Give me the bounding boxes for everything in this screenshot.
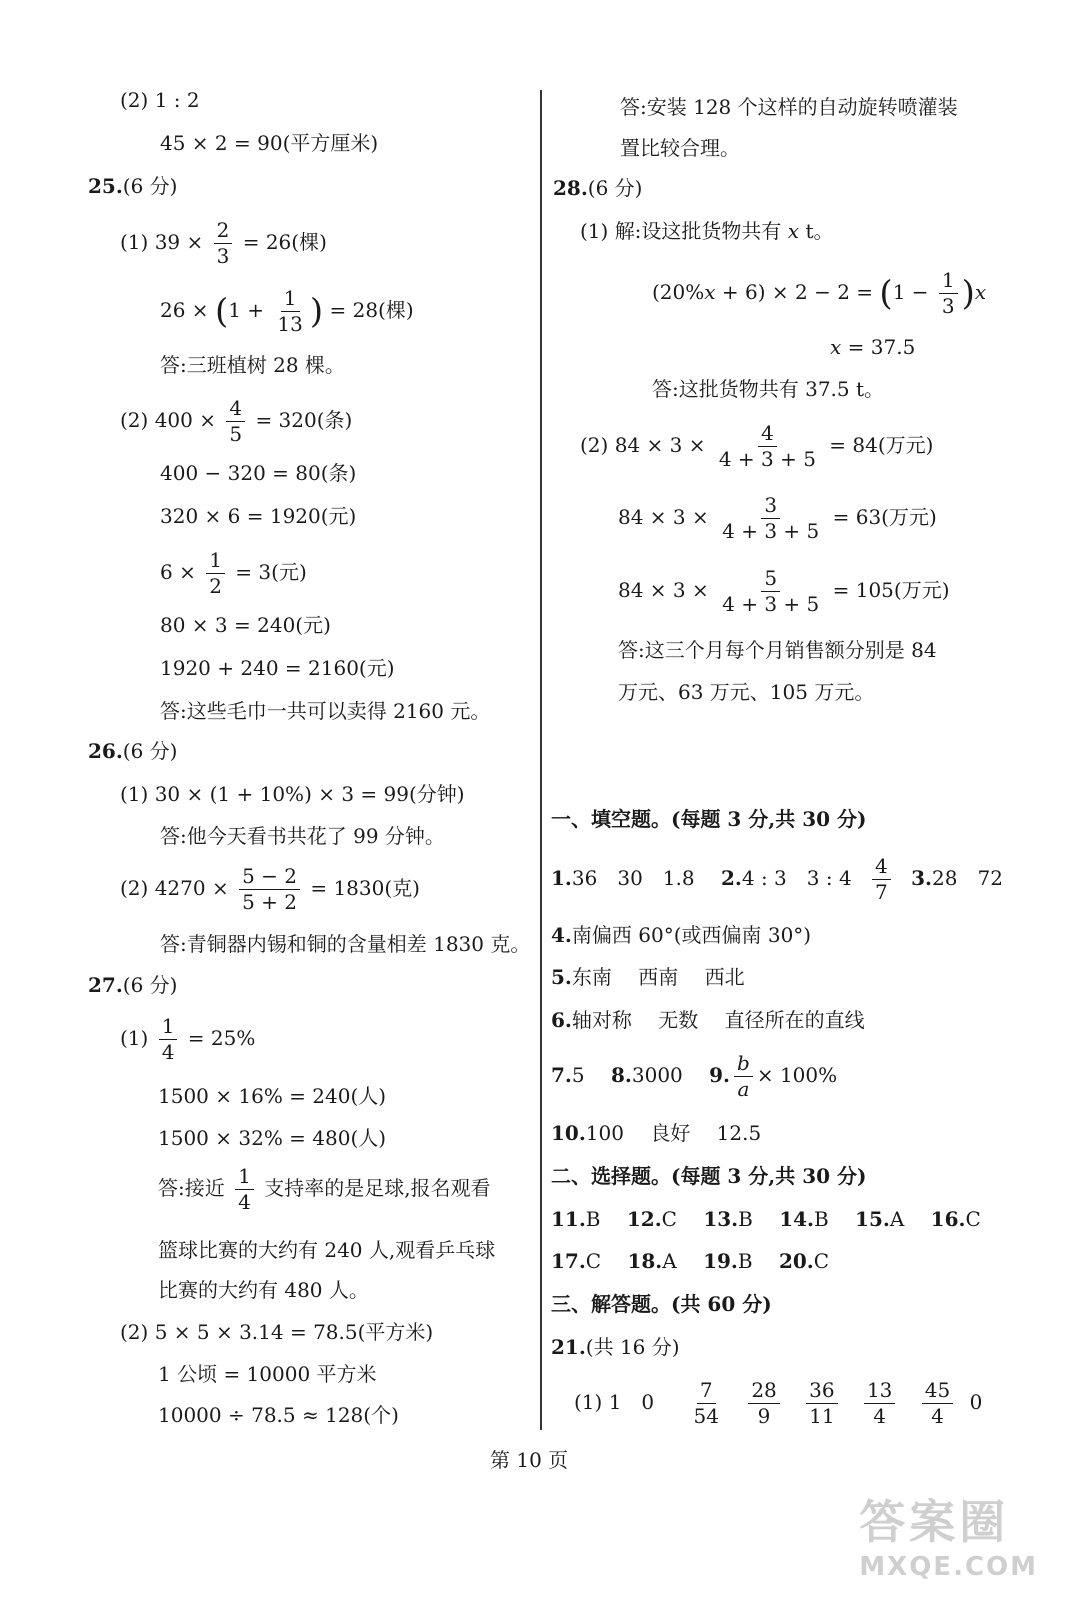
question-27-header: 27.(6 分) <box>88 973 178 997</box>
fraction: $\frac{4}{5}$ <box>226 398 245 445</box>
line-l05: 答:三班植树 28 棵。 <box>160 353 345 377</box>
line-r07: (2) 84 × 3 × $\frac{4}{4 + 3 + 5}$ = 84(万元) <box>580 421 934 471</box>
line-l12: 答:这些毛巾一共可以卖得 2160 元。 <box>160 699 491 723</box>
line-l08: 320 × 6 = 1920(元) <box>160 504 357 528</box>
line-l24: 1 公顷 = 10000 平方米 <box>158 1362 377 1386</box>
fraction: $\frac{7}{54}$ <box>693 1378 719 1428</box>
answer-5: 5.东南 西南 西北 <box>551 965 745 989</box>
fraction: $\frac{36}{11}$ <box>806 1380 837 1427</box>
fraction: $\frac{45}{4}$ <box>922 1380 953 1427</box>
line-l21: 篮球比赛的大约有 240 人,观看乒乓球 <box>158 1238 496 1262</box>
answers-17-20: 17.C 18.A 19.B 20.C <box>551 1249 830 1273</box>
line-l01: (2) 1 : 2 <box>120 88 200 112</box>
line-l09: 6 × $\frac{1}{2}$ = 3(元) <box>160 548 307 598</box>
line-l03: (1) 39 × $\frac{2}{3}$ = 26(棵) <box>120 218 327 268</box>
fraction: $\frac{3}{4 + 3 + 5}$ <box>722 493 820 543</box>
fraction: $\frac{b}{a}$ <box>734 1053 753 1100</box>
line-l16: 答:青铜器内锡和铜的含量相差 1830 克。 <box>160 932 531 956</box>
line-l18: 1500 × 16% = 240(人) <box>158 1084 387 1108</box>
line-l06: (2) 400 × $\frac{4}{5}$ = 320(条) <box>120 396 353 446</box>
line-l04: 26 × (1 + $\frac{1}{13}$ ) = 28(棵) <box>160 286 414 336</box>
column-divider <box>540 90 542 1430</box>
fraction: $\frac{1}{2}$ <box>206 550 225 597</box>
answers-11-16: 11.B 12.C 13.B 14.B 15.A 16.C <box>551 1207 981 1231</box>
line-l22: 比赛的大约有 480 人。 <box>158 1278 369 1302</box>
fraction: $\frac{4}{4 + 3 + 5}$ <box>718 421 816 471</box>
section-solution-heading: 三、解答题。(共 60 分) <box>551 1292 772 1316</box>
fraction: $\frac{1}{4}$ <box>159 1016 178 1063</box>
answer-4: 4.南偏西 60°(或西偏南 30°) <box>551 923 812 947</box>
answer-10: 10.100 良好 12.5 <box>551 1121 762 1145</box>
fraction: $\frac{5}{4 + 3 + 5}$ <box>722 566 820 616</box>
line-r09: 84 × 3 × $\frac{5}{4 + 3 + 5}$ = 105(万元) <box>618 566 950 616</box>
line-l20: 答:接近 $\frac{1}{4}$ 支持率的是足球,报名观看 <box>158 1164 491 1214</box>
line-l02: 45 × 2 = 90(平方厘米) <box>160 131 379 155</box>
fraction: $\frac{1}{3}$ <box>939 270 958 317</box>
answer-21-1: (1) 1 0 $\frac{7}{54}$ $\frac{28}{9}$ $\frac{36}{11}$ $\frac{13}{4}$ $\frac{45}{4}$ 0 <box>574 1378 983 1428</box>
fraction: $\frac{1}{13}$ <box>277 286 303 336</box>
line-l07: 400 − 320 = 80(条) <box>160 461 357 485</box>
line-l13: (1) 30 × (1 + 10%) × 3 = 99(分钟) <box>120 782 465 806</box>
answers-7-9: 7.5 8.3000 9. $\frac{b}{a}$ × 100% <box>551 1051 838 1101</box>
line-l19: 1500 × 32% = 480(人) <box>158 1126 387 1150</box>
line-r08: 84 × 3 × $\frac{3}{4 + 3 + 5}$ = 63(万元) <box>618 493 937 543</box>
line-r06: 答:这批货物共有 37.5 t。 <box>652 377 885 401</box>
line-r02: 置比较合理。 <box>620 136 740 160</box>
line-l15: (2) 4270 × $\frac{5 - 2}{5 + 2}$ = 1830(克) <box>120 864 420 914</box>
question-21-header: 21.(共 16 分) <box>551 1335 680 1359</box>
answers-1-3: 1.36 30 1.8 2.4 : 3 3 : 4 $\frac{4}{7}$ 3.28 72 <box>551 854 1003 904</box>
watermark-logo: 答案圈 MXQE.COM <box>859 1495 1038 1582</box>
line-l10: 80 × 3 = 240(元) <box>160 613 331 637</box>
fraction: $\frac{2}{3}$ <box>214 220 233 267</box>
line-l14: 答:他今天看书共花了 99 分钟。 <box>160 824 445 848</box>
fraction: $\frac{5 - 2}{5 + 2}$ <box>239 866 300 913</box>
question-28-header: 28.(6 分) <box>553 176 643 200</box>
line-r11: 万元、63 万元、105 万元。 <box>618 680 875 704</box>
page-number: 第 10 页 <box>490 1448 569 1472</box>
line-r03: (1) 解:设这批货物共有 x t。 <box>580 219 834 243</box>
line-r01: 答:安装 128 个这样的自动旋转喷灌装 <box>620 95 958 119</box>
answer-6: 6.轴对称 无数 直径所在的直线 <box>551 1008 865 1032</box>
line-l25: 10000 ÷ 78.5 ≈ 128(个) <box>158 1403 399 1427</box>
fraction: $\frac{13}{4}$ <box>864 1380 895 1427</box>
fraction: $\frac{4}{7}$ <box>872 856 891 903</box>
question-25-header: 25.(6 分) <box>88 174 178 198</box>
line-l17: (1) $\frac{1}{4}$ = 25% <box>120 1014 256 1064</box>
section-choice-heading: 二、选择题。(每题 3 分,共 30 分) <box>551 1164 867 1188</box>
line-r05: x = 37.5 <box>830 335 916 359</box>
line-r04: (20%x + 6) × 2 − 2 = (1 − $\frac{1}{3}$ )x <box>652 268 987 318</box>
line-l23: (2) 5 × 5 × 3.14 = 78.5(平方米) <box>120 1320 434 1344</box>
section-fill-in-heading: 一、填空题。(每题 3 分,共 30 分) <box>551 807 867 831</box>
question-26-header: 26.(6 分) <box>88 739 178 763</box>
line-r10: 答:这三个月每个月销售额分别是 84 <box>618 638 937 662</box>
fraction: $\frac{1}{4}$ <box>235 1166 254 1213</box>
fraction: $\frac{28}{9}$ <box>748 1380 779 1427</box>
line-l11: 1920 + 240 = 2160(元) <box>160 656 395 680</box>
